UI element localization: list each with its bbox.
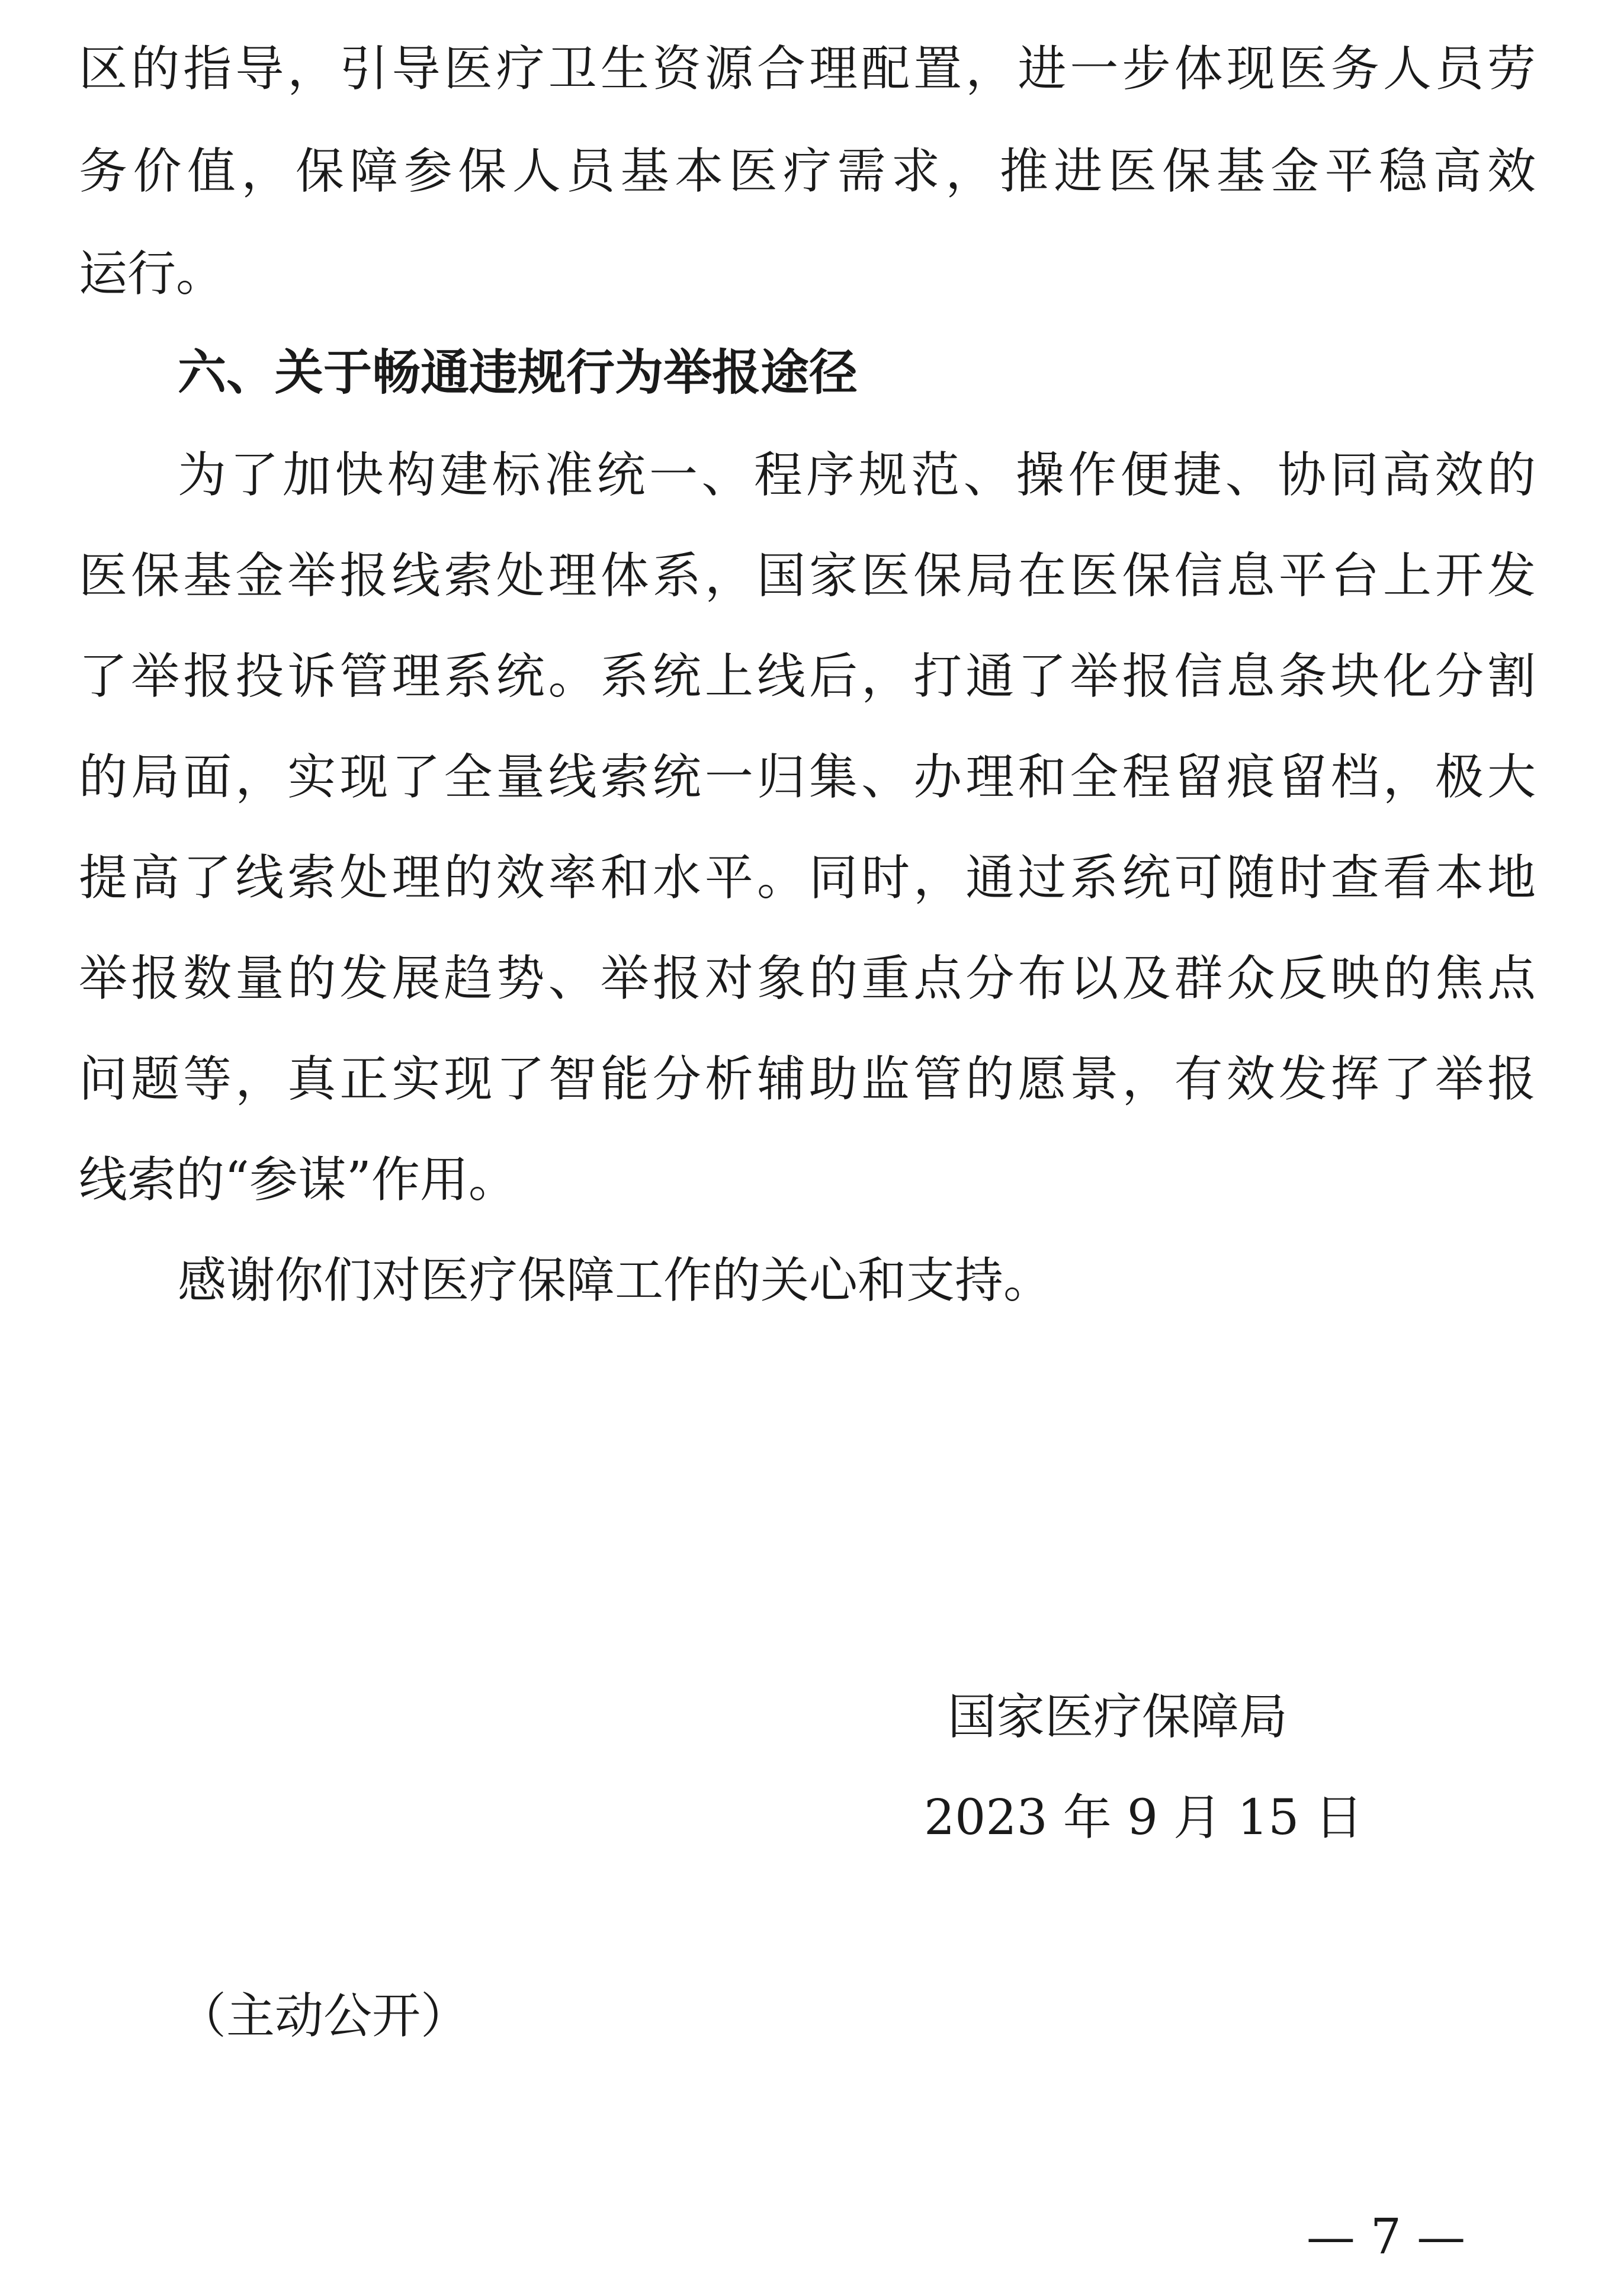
paragraph-line: 运行。 xyxy=(79,246,225,302)
paragraph-line: 线索的“参谋”作用。 xyxy=(79,1152,517,1208)
paragraph-line: 的局面，实现了全量线索统一归集、办理和全程留痕留档，极大 xyxy=(79,749,1536,805)
closing-text: 感谢你们对医疗保障工作的关心和支持。 xyxy=(178,1253,1052,1309)
issue-date: 2023 年 9 月 15 日 xyxy=(924,1790,1363,1846)
paragraph-line: 为了加快构建标准统一、程序规范、操作便捷、协同高效的 xyxy=(178,447,1536,503)
paragraph-line: 提高了线索处理的效率和水平。同时，通过系统可随时查看本地 xyxy=(79,850,1536,906)
section-heading: 六、关于畅通违规行为举报途径 xyxy=(178,345,858,401)
paragraph-line: 了举报投诉管理系统。系统上线后，打通了举报信息条块化分割 xyxy=(79,648,1536,705)
paragraph-line: 医保基金举报线索处理体系，国家医保局在医保信息平台上开发 xyxy=(79,548,1536,604)
disclosure-note: （主动公开） xyxy=(178,1988,470,2044)
paragraph-line: 问题等，真正实现了智能分析辅助监管的愿景，有效发挥了举报 xyxy=(79,1051,1536,1107)
paragraph-line: 举报数量的发展趋势、举报对象的重点分布以及群众反映的焦点 xyxy=(79,950,1536,1007)
page-number: — 7 — xyxy=(1306,2209,1466,2265)
paragraph-line: 务价值，保障参保人员基本医疗需求，推进医保基金平稳高效 xyxy=(79,143,1536,200)
issuing-organization: 国家医疗保障局 xyxy=(948,1689,1288,1745)
paragraph-line: 区的指导，引导医疗卫生资源合理配置，进一步体现医务人员劳 xyxy=(79,41,1536,97)
